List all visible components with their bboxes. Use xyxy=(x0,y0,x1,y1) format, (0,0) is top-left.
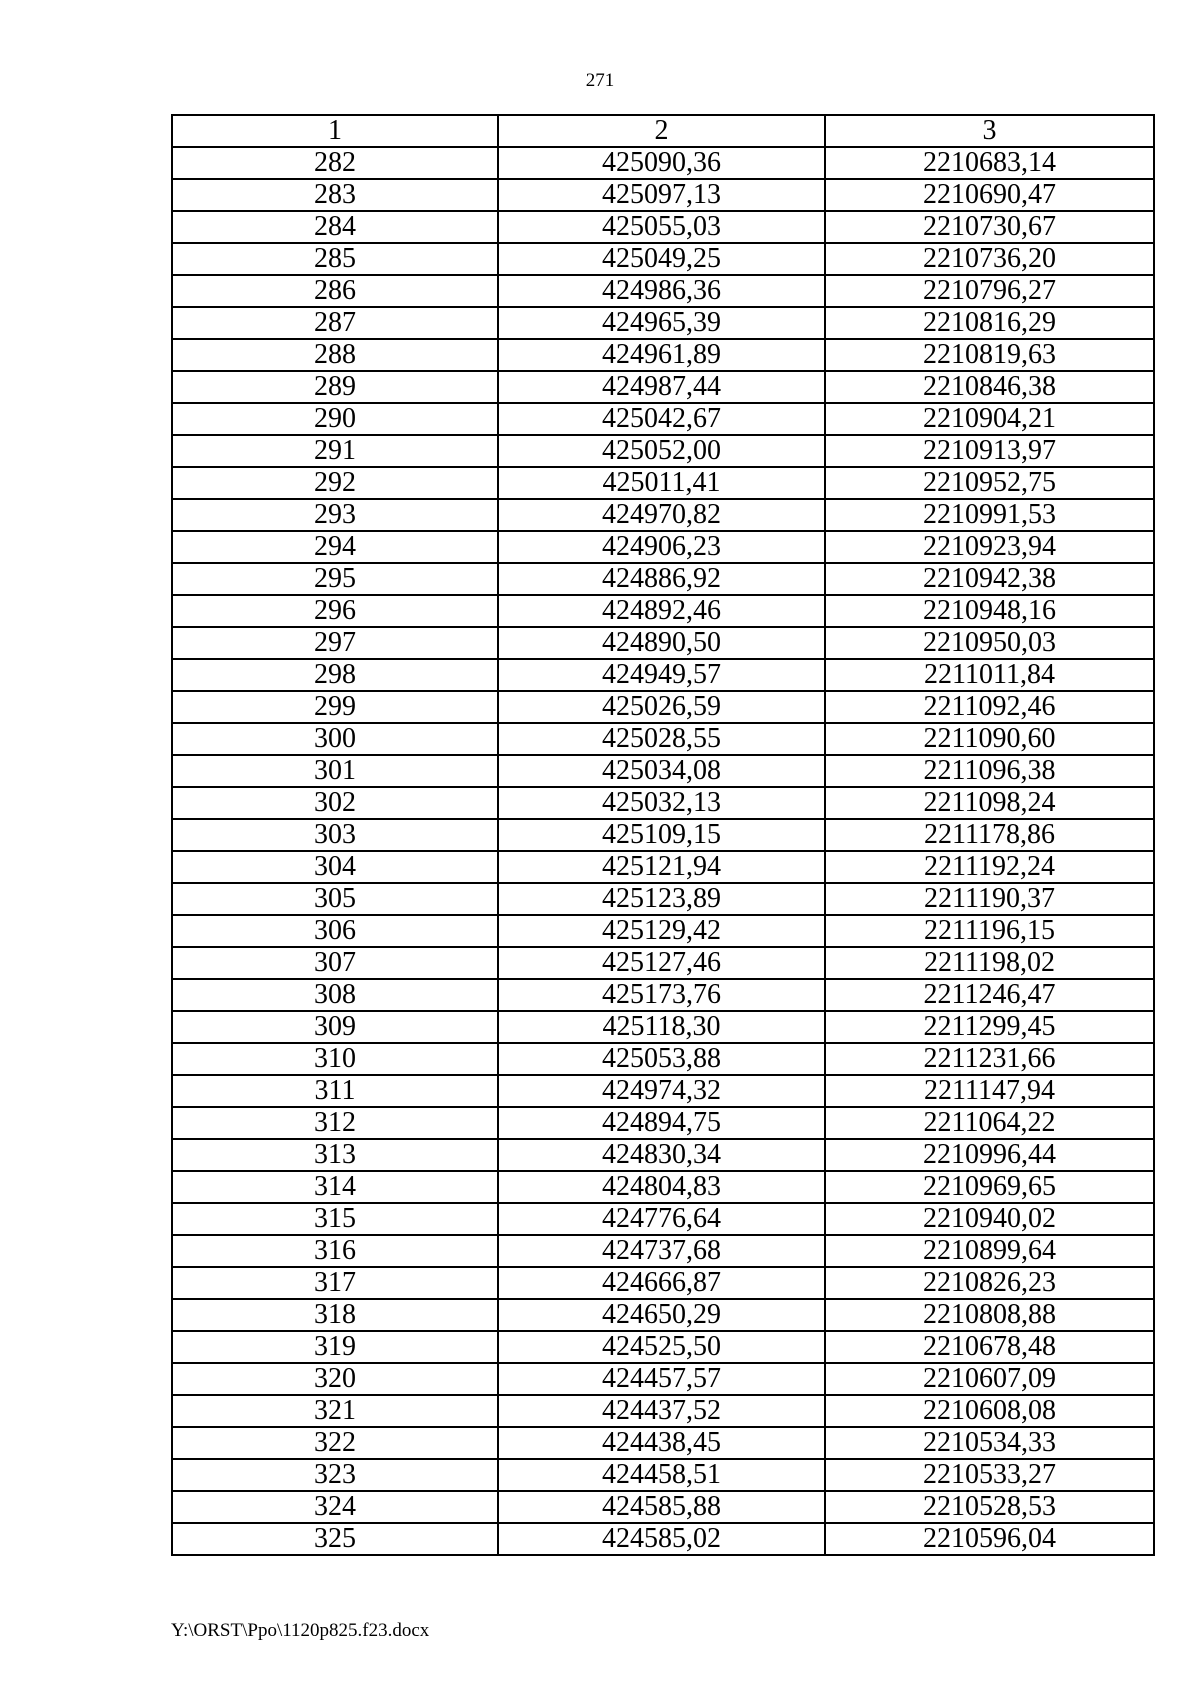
table-header xyxy=(172,115,1154,147)
coordinate-y-cell: 2210690,47 xyxy=(825,179,1154,211)
coordinate-x-cell: 424776,64 xyxy=(498,1203,825,1235)
coordinate-x-cell: 425053,88 xyxy=(498,1043,825,1075)
coordinate-x-cell: 425028,55 xyxy=(498,723,825,755)
coordinate-y-cell: 2210942,38 xyxy=(825,563,1154,595)
point-number-cell: 308 xyxy=(172,979,498,1011)
point-number-cell: 293 xyxy=(172,499,498,531)
table-row xyxy=(172,467,1154,499)
coordinate-y-cell: 2210730,67 xyxy=(825,211,1154,243)
table-row xyxy=(172,1235,1154,1267)
table-row xyxy=(172,1395,1154,1427)
coordinate-y-cell: 2211090,60 xyxy=(825,723,1154,755)
point-number-cell: 315 xyxy=(172,1203,498,1235)
coordinate-y-cell: 2210528,53 xyxy=(825,1491,1154,1523)
coordinate-x-cell: 425034,08 xyxy=(498,755,825,787)
coordinate-y-cell: 2210904,21 xyxy=(825,403,1154,435)
point-number-cell: 317 xyxy=(172,1267,498,1299)
point-number-cell: 292 xyxy=(172,467,498,499)
table-row xyxy=(172,883,1154,915)
coordinate-x-cell: 424906,23 xyxy=(498,531,825,563)
coordinate-y-cell: 2210948,16 xyxy=(825,595,1154,627)
coordinate-y-cell: 2210808,88 xyxy=(825,1299,1154,1331)
coordinate-x-cell: 424886,92 xyxy=(498,563,825,595)
point-number-cell: 290 xyxy=(172,403,498,435)
point-number-cell: 316 xyxy=(172,1235,498,1267)
coordinate-x-cell: 424830,34 xyxy=(498,1139,825,1171)
footer-file-path: Y:\ORST\Ppo\1120p825.f23.docx xyxy=(171,1620,430,1641)
coordinate-x-cell: 425109,15 xyxy=(498,819,825,851)
table-header-row xyxy=(172,115,1154,147)
coordinate-x-cell: 425042,67 xyxy=(498,403,825,435)
table-row xyxy=(172,1331,1154,1363)
table-row xyxy=(172,691,1154,723)
table-row xyxy=(172,275,1154,307)
coordinate-x-cell: 424890,50 xyxy=(498,627,825,659)
table-row xyxy=(172,1203,1154,1235)
point-number-cell: 320 xyxy=(172,1363,498,1395)
coordinate-x-cell: 424892,46 xyxy=(498,595,825,627)
point-number-cell: 301 xyxy=(172,755,498,787)
coordinate-y-cell: 2211246,47 xyxy=(825,979,1154,1011)
coordinate-x-cell: 425173,76 xyxy=(498,979,825,1011)
coordinate-x-cell: 424585,02 xyxy=(498,1523,825,1555)
point-number-cell: 309 xyxy=(172,1011,498,1043)
point-number-cell: 283 xyxy=(172,179,498,211)
coordinate-y-cell: 2211098,24 xyxy=(825,787,1154,819)
coordinate-y-cell: 2211147,94 xyxy=(825,1075,1154,1107)
coordinate-y-cell: 2210736,20 xyxy=(825,243,1154,275)
point-number-cell: 321 xyxy=(172,1395,498,1427)
table-row xyxy=(172,723,1154,755)
table-row xyxy=(172,371,1154,403)
point-number-cell: 291 xyxy=(172,435,498,467)
coordinate-x-cell: 424666,87 xyxy=(498,1267,825,1299)
point-number-cell: 307 xyxy=(172,947,498,979)
table-row xyxy=(172,1523,1154,1555)
coordinate-x-cell: 424650,29 xyxy=(498,1299,825,1331)
point-number-cell: 300 xyxy=(172,723,498,755)
point-number-cell: 314 xyxy=(172,1171,498,1203)
point-number-cell: 282 xyxy=(172,147,498,179)
table-row xyxy=(172,787,1154,819)
coordinate-y-cell: 2210996,44 xyxy=(825,1139,1154,1171)
coordinate-y-cell: 2210819,63 xyxy=(825,339,1154,371)
table-row xyxy=(172,979,1154,1011)
coordinate-y-cell: 2210607,09 xyxy=(825,1363,1154,1395)
coordinate-y-cell: 2211231,66 xyxy=(825,1043,1154,1075)
coordinate-x-cell: 424986,36 xyxy=(498,275,825,307)
coordinate-x-cell: 425121,94 xyxy=(498,851,825,883)
point-number-cell: 302 xyxy=(172,787,498,819)
coordinate-y-cell: 2210816,29 xyxy=(825,307,1154,339)
coordinate-y-cell: 2210913,97 xyxy=(825,435,1154,467)
table-body xyxy=(172,147,1154,1555)
table-row xyxy=(172,531,1154,563)
column-header-2: 2 xyxy=(498,115,825,147)
coordinate-x-cell: 425090,36 xyxy=(498,147,825,179)
coordinate-y-cell: 2210826,23 xyxy=(825,1267,1154,1299)
coordinate-x-cell: 425097,13 xyxy=(498,179,825,211)
coordinate-y-cell: 2210534,33 xyxy=(825,1427,1154,1459)
table-row xyxy=(172,755,1154,787)
point-number-cell: 303 xyxy=(172,819,498,851)
table-row xyxy=(172,851,1154,883)
point-number-cell: 311 xyxy=(172,1075,498,1107)
coordinate-x-cell: 424457,57 xyxy=(498,1363,825,1395)
table-row xyxy=(172,1363,1154,1395)
coordinate-x-cell: 424970,82 xyxy=(498,499,825,531)
point-number-cell: 325 xyxy=(172,1523,498,1555)
table-row xyxy=(172,243,1154,275)
coordinate-x-cell: 424961,89 xyxy=(498,339,825,371)
coordinate-x-cell: 425049,25 xyxy=(498,243,825,275)
coordinate-x-cell: 424737,68 xyxy=(498,1235,825,1267)
point-number-cell: 306 xyxy=(172,915,498,947)
point-number-cell: 288 xyxy=(172,339,498,371)
coordinate-x-cell: 424894,75 xyxy=(498,1107,825,1139)
table-row xyxy=(172,627,1154,659)
point-number-cell: 296 xyxy=(172,595,498,627)
coordinate-y-cell: 2210991,53 xyxy=(825,499,1154,531)
table-row xyxy=(172,819,1154,851)
point-number-cell: 323 xyxy=(172,1459,498,1491)
coordinate-y-cell: 2211198,02 xyxy=(825,947,1154,979)
coordinate-x-cell: 424437,52 xyxy=(498,1395,825,1427)
coordinate-y-cell: 2211299,45 xyxy=(825,1011,1154,1043)
coordinate-y-cell: 2211011,84 xyxy=(825,659,1154,691)
coordinate-y-cell: 2210608,08 xyxy=(825,1395,1154,1427)
coordinate-x-cell: 424458,51 xyxy=(498,1459,825,1491)
coordinate-y-cell: 2211190,37 xyxy=(825,883,1154,915)
coordinate-y-cell: 2211064,22 xyxy=(825,1107,1154,1139)
table-row xyxy=(172,1011,1154,1043)
table-row xyxy=(172,499,1154,531)
point-number-cell: 287 xyxy=(172,307,498,339)
table-row xyxy=(172,947,1154,979)
coordinates-table xyxy=(171,114,1155,1556)
point-number-cell: 304 xyxy=(172,851,498,883)
coordinate-x-cell: 425026,59 xyxy=(498,691,825,723)
coordinate-y-cell: 2210596,04 xyxy=(825,1523,1154,1555)
coordinate-y-cell: 2210678,48 xyxy=(825,1331,1154,1363)
point-number-cell: 318 xyxy=(172,1299,498,1331)
table-row xyxy=(172,595,1154,627)
point-number-cell: 289 xyxy=(172,371,498,403)
table-row xyxy=(172,147,1154,179)
coordinate-y-cell: 2210683,14 xyxy=(825,147,1154,179)
table-row xyxy=(172,915,1154,947)
table-row xyxy=(172,1459,1154,1491)
table-row xyxy=(172,435,1154,467)
point-number-cell: 324 xyxy=(172,1491,498,1523)
column-header-3: 3 xyxy=(825,115,1154,147)
coordinate-x-cell: 425118,30 xyxy=(498,1011,825,1043)
table-row xyxy=(172,1267,1154,1299)
point-number-cell: 299 xyxy=(172,691,498,723)
table-row xyxy=(172,1491,1154,1523)
point-number-cell: 294 xyxy=(172,531,498,563)
coordinate-x-cell: 424525,50 xyxy=(498,1331,825,1363)
table-row xyxy=(172,1171,1154,1203)
point-number-cell: 295 xyxy=(172,563,498,595)
table-row xyxy=(172,403,1154,435)
point-number-cell: 312 xyxy=(172,1107,498,1139)
point-number-cell: 297 xyxy=(172,627,498,659)
coordinate-x-cell: 425127,46 xyxy=(498,947,825,979)
coordinate-x-cell: 425032,13 xyxy=(498,787,825,819)
coordinate-x-cell: 424804,83 xyxy=(498,1171,825,1203)
coordinate-y-cell: 2210899,64 xyxy=(825,1235,1154,1267)
table-row xyxy=(172,1075,1154,1107)
point-number-cell: 305 xyxy=(172,883,498,915)
coordinate-x-cell: 425123,89 xyxy=(498,883,825,915)
table-row xyxy=(172,659,1154,691)
point-number-cell: 319 xyxy=(172,1331,498,1363)
point-number-cell: 310 xyxy=(172,1043,498,1075)
coordinate-x-cell: 424965,39 xyxy=(498,307,825,339)
coordinate-y-cell: 2210952,75 xyxy=(825,467,1154,499)
coordinate-y-cell: 2211096,38 xyxy=(825,755,1154,787)
coordinate-y-cell: 2210846,38 xyxy=(825,371,1154,403)
coordinate-y-cell: 2211092,46 xyxy=(825,691,1154,723)
coordinate-y-cell: 2211192,24 xyxy=(825,851,1154,883)
coordinate-x-cell: 424974,32 xyxy=(498,1075,825,1107)
table-row xyxy=(172,1107,1154,1139)
coordinate-y-cell: 2210533,27 xyxy=(825,1459,1154,1491)
coordinate-x-cell: 425129,42 xyxy=(498,915,825,947)
coordinate-x-cell: 424949,57 xyxy=(498,659,825,691)
coordinate-y-cell: 2210950,03 xyxy=(825,627,1154,659)
column-header-1: 1 xyxy=(172,115,498,147)
table-row xyxy=(172,1299,1154,1331)
point-number-cell: 322 xyxy=(172,1427,498,1459)
table-row xyxy=(172,1043,1154,1075)
point-number-cell: 286 xyxy=(172,275,498,307)
table-row xyxy=(172,1139,1154,1171)
coordinate-x-cell: 425052,00 xyxy=(498,435,825,467)
coordinate-x-cell: 425011,41 xyxy=(498,467,825,499)
coordinate-y-cell: 2211196,15 xyxy=(825,915,1154,947)
point-number-cell: 284 xyxy=(172,211,498,243)
coordinate-x-cell: 424987,44 xyxy=(498,371,825,403)
coordinate-y-cell: 2210940,02 xyxy=(825,1203,1154,1235)
point-number-cell: 313 xyxy=(172,1139,498,1171)
coordinate-y-cell: 2210969,65 xyxy=(825,1171,1154,1203)
table-row xyxy=(172,563,1154,595)
point-number-cell: 285 xyxy=(172,243,498,275)
coordinate-x-cell: 424438,45 xyxy=(498,1427,825,1459)
coordinate-x-cell: 425055,03 xyxy=(498,211,825,243)
table-row xyxy=(172,339,1154,371)
page-number: 271 xyxy=(585,70,615,91)
point-number-cell: 298 xyxy=(172,659,498,691)
coordinate-y-cell: 2211178,86 xyxy=(825,819,1154,851)
coordinate-x-cell: 424585,88 xyxy=(498,1491,825,1523)
coordinate-y-cell: 2210923,94 xyxy=(825,531,1154,563)
table-row xyxy=(172,1427,1154,1459)
table-row xyxy=(172,179,1154,211)
coordinate-y-cell: 2210796,27 xyxy=(825,275,1154,307)
table-row xyxy=(172,307,1154,339)
table-row xyxy=(172,211,1154,243)
